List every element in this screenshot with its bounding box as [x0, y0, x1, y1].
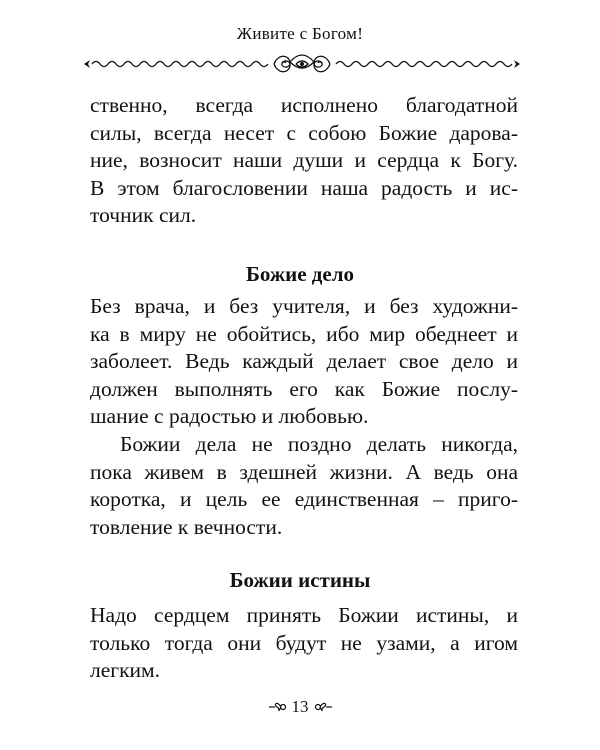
text-line: заболеет. Ведь каждый делает свое дело и	[90, 349, 518, 374]
flourish-ornament	[84, 48, 520, 78]
page-number: 13	[291, 697, 309, 716]
text-line: точник сил.	[90, 203, 197, 228]
page-footer	[0, 697, 600, 717]
text-line: коротка, и цель ее единственная – приго-	[90, 487, 518, 512]
running-head: Живите с Богом!	[236, 24, 364, 43]
text-line: силы, всегда несет с собою Божие дарова-	[90, 120, 518, 145]
text-line: ственно, всегда исполнено благодатной	[90, 93, 518, 117]
text-line: ка в миру не обойтись, ибо мир обеднеет и	[90, 321, 518, 346]
bozhii-istiny-paragraph-1	[90, 602, 518, 685]
text-line: легким.	[90, 658, 161, 683]
text-line: пока живем в здешней жизни. А ведь она	[90, 459, 518, 484]
folio-ornament-right-icon	[313, 700, 333, 714]
text-line: шание с радостью и любовью.	[90, 404, 369, 429]
section-heading-bozhii-istiny: Божии истины	[229, 568, 371, 592]
text-line: только тогда они будут не узами, а игом	[90, 630, 518, 655]
intro-paragraph	[90, 92, 518, 230]
bozhie-delo-paragraph-2	[90, 431, 518, 541]
text-line: Без врача, и без учителя, и без художни-	[90, 294, 518, 318]
text-line: должен выполнять его как Божие послу-	[90, 376, 518, 401]
text-line: Надо сердцем принять Божии истины, и	[90, 603, 518, 627]
text-line: В этом благословении наша радость и ис-	[90, 175, 518, 200]
bozhie-delo-paragraph-1	[90, 293, 518, 431]
text-line: ние, возносит наши души и сердца к Богу.	[90, 148, 518, 173]
folio-ornament-left-icon	[268, 700, 288, 714]
text-line: товление к вечности.	[90, 514, 283, 539]
section-heading-bozhie-delo: Божие дело	[246, 262, 354, 286]
text-line: Божии дела не поздно делать никогда,	[120, 432, 518, 456]
